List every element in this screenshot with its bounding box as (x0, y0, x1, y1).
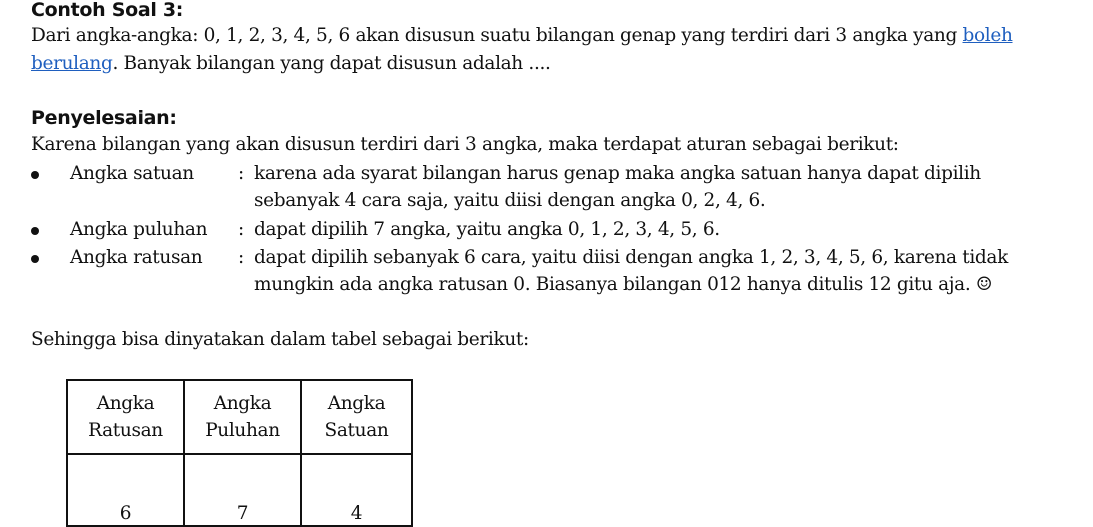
table-header-row (67, 380, 412, 454)
bullet-description: karena ada syarat bilangan harus genap maka angka satuan hanya dapat dipilih (254, 163, 981, 184)
value-satuan: 4 (301, 454, 412, 526)
bullet-label: Angka puluhan (70, 219, 208, 240)
header-line: Satuan (324, 420, 389, 441)
header-line: Angka (213, 393, 272, 414)
bullet-label: Angka ratusan (70, 247, 203, 268)
value-puluhan: 7 (184, 454, 301, 526)
question-text: Dari angka-angka: 0, 1, 2, 3, 4, 5, 6 akan disusun suatu bilangan genap yang terdiri dari 3 angka yang (31, 25, 963, 46)
digit-choices-table (66, 379, 413, 527)
conclusion-text: Sehingga bisa dinyatakan dalam tabel sebagai berikut: (31, 329, 529, 350)
header-puluhan (184, 380, 301, 454)
bullet-description: mungkin ada angka ratusan 0. Biasanya bilangan 012 hanya ditulis 12 gitu aja. ☺ (254, 274, 993, 295)
value-ratusan: 6 (67, 454, 184, 526)
header-line: Angka (96, 393, 155, 414)
question-line-2 (31, 50, 551, 78)
question-text-end: . Banyak bilangan yang dapat disusun adalah .... (112, 53, 551, 74)
bullet-icon (31, 255, 39, 263)
header-ratusan (67, 380, 184, 454)
example-title: Contoh Soal 3: (31, 0, 184, 21)
solution-heading: Penyelesaian: (31, 107, 177, 129)
header-line: Puluhan (205, 420, 280, 441)
bullet-icon (31, 171, 39, 179)
bullet-colon: : (238, 219, 244, 240)
header-satuan (301, 380, 412, 454)
solution-intro: Karena bilangan yang akan disusun terdiri dari 3 angka, maka terdapat aturan sebagai berikut: (31, 134, 899, 155)
bullet-label: Angka satuan (70, 163, 194, 184)
header-line: Angka (327, 393, 386, 414)
boleh-link[interactable]: boleh (962, 25, 1013, 46)
bullet-description: dapat dipilih 7 angka, yaitu angka 0, 1, 2, 3, 4, 5, 6. (254, 219, 720, 240)
table-row (67, 454, 412, 526)
berulang-link[interactable]: berulang (31, 53, 113, 74)
bullet-colon: : (238, 247, 244, 268)
bullet-icon (31, 227, 39, 235)
bullet-colon: : (238, 163, 244, 184)
header-line: Ratusan (88, 420, 163, 441)
bullet-description: dapat dipilih sebanyak 6 cara, yaitu diisi dengan angka 1, 2, 3, 4, 5, 6, karena tidak (254, 247, 1008, 268)
question-line-1 (31, 22, 1013, 50)
bullet-description: sebanyak 4 cara saja, yaitu diisi dengan angka 0, 2, 4, 6. (254, 190, 766, 211)
